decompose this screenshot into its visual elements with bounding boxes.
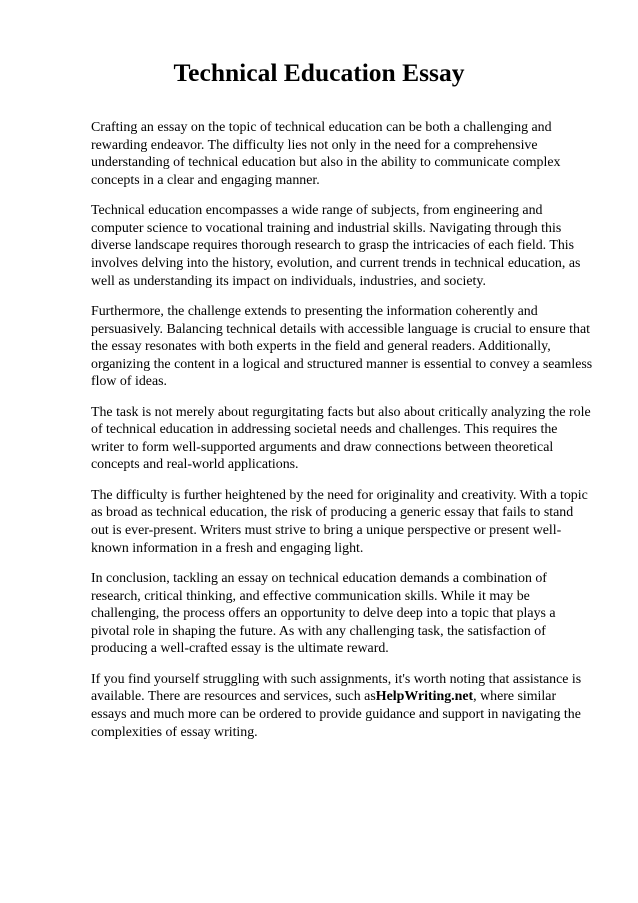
paragraph-2: Technical education encompasses a wide range of subjects, from engineering and computer science to vocational training and industrial skills. Navigating through this diverse landscape requires thorough research to grasp the intricacies of each field. This involves delving into the history, evolution, and current trends in technical education, as well as understanding its impact on individuals, industries, and society.	[91, 203, 581, 289]
helpwriting-link[interactable]: HelpWriting.net	[375, 689, 474, 705]
paragraph-6: In conclusion, tackling an essay on technical education demands a combination of research, critical thinking, and effective communication skills. While it may be challenging, the process offers an opportunity to delve deep into a topic that plays a pivotal role in shaping the future. As with any challenging task, the satisfaction of producing a well-crafted essay is the ultimate reward.	[91, 571, 556, 657]
paragraph-7-outro: , where similar essays and much more can be ordered to provide guidance and support in navigating the complexities of essay writing.	[91, 689, 581, 740]
paragraph-1: Crafting an essay on the topic of technical education can be both a challenging and rewarding endeavor. The difficulty lies not only in the need for a comprehensive understanding of technical education but also in the ability to communicate complex concepts in a clear and engaging manner.	[91, 120, 561, 188]
paragraph-4: The task is not merely about regurgitating facts but also about critically analyzing the role of technical education in addressing societal needs and challenges. This requires the writer to form well-supported arguments and draw connections between theoretical concepts and real-world applications.	[91, 404, 591, 473]
paragraph-5: The difficulty is further heightened by the need for originality and creativity. With a topic as broad as technical education, the risk of producing a generic essay that fails to stand out is ever-present. Writers must strive to bring a unique perspective or present well-known information in a fresh and engaging light.	[91, 487, 588, 556]
essay-body	[91, 119, 594, 754]
paragraph-7-intro: If you find yourself struggling with such assignments, it's worth noting that assistance is available. There are resources and services, such as	[91, 671, 582, 705]
essay-title: Technical Education Essay	[173, 58, 465, 87]
paragraph-7	[91, 671, 594, 741]
paragraph-3: Furthermore, the challenge extends to presenting the information coherently and persuasively. Balancing technical details with accessible language is crucial to ensure that the essay resonates with both experts in the field and general readers. Additionally, organizing the content in a logical and structured manner is essential to convey a seamless flow of ideas.	[91, 303, 593, 390]
